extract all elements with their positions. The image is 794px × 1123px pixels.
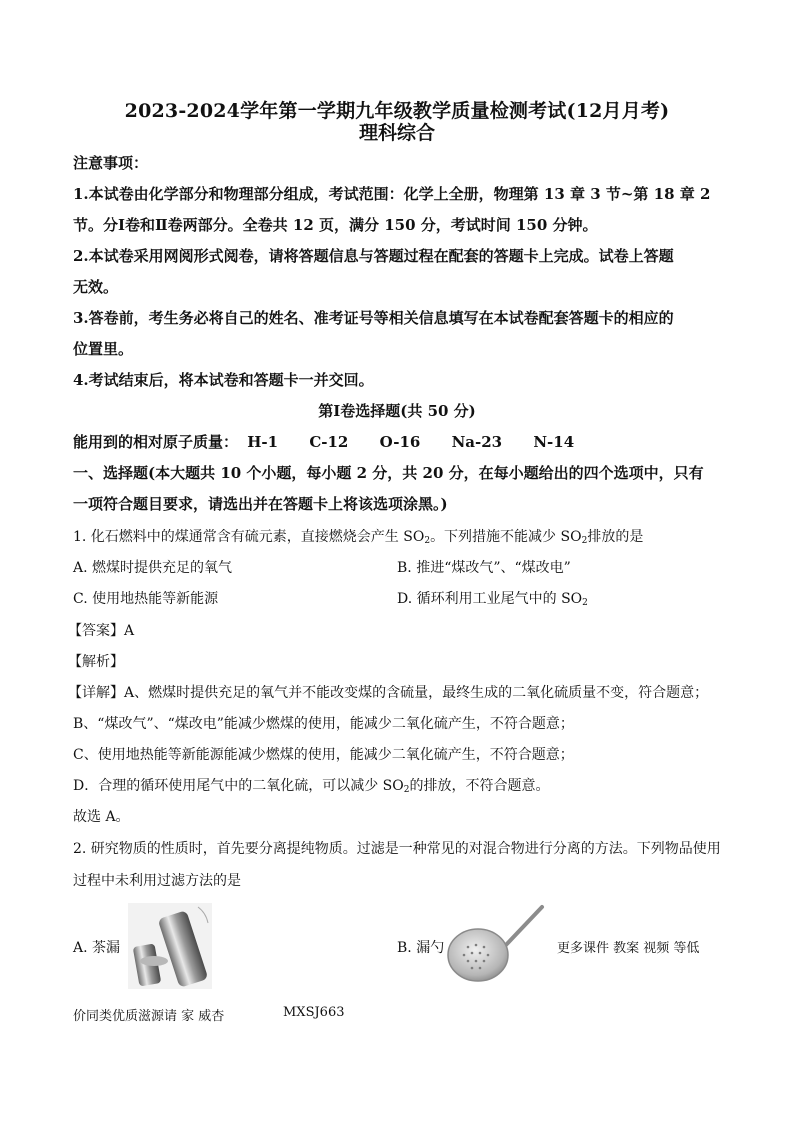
instruction-b: 一项符合题目要求，请选出并在答题卡上将该选项涂黑。) [73,495,448,513]
note-3a: 3.答卷前，考生务必将自己的姓名、准考证号等相关信息填写在本试卷配套答题卡的相应的 [73,309,674,327]
q2-option-b: B. 漏勺 [397,940,445,956]
atomic-masses [73,431,600,452]
masses-label: 能用到的相对原子质量： [73,433,239,451]
watermark-text-b: 价同类优质滋源请 家 威杏 [73,1009,225,1024]
q1-option-c: C. 使用地热能等新能源 [73,591,219,607]
mass-item: C-12 [309,433,349,451]
mass-item: N-14 [533,433,575,451]
note-2a: 2.本试卷采用网阅形式阅卷，请将答题信息与答题过程在配套的答题卡上完成。试卷上答题 [73,247,674,265]
watermark-text-a: 更多课件 教案 视频 等低 [557,941,700,956]
mass-item: H-1 [247,433,279,451]
instruction-a: 一、选择题(本大题共 10 个小题，每小题 2 分，共 20 分，在每小题给出的四个选项中，只有 [73,464,704,482]
exam-title: 2023-2024学年第一学期九年级教学质量检测考试(12月月考) [124,100,670,122]
q1-detail-4: D．合理的循环使用尾气中的二氧化硫，可以减少 $SO_2$的排放，不符合题意。 [73,778,550,795]
q2-stem-b: 过程中未利用过滤方法的是 [73,873,241,889]
note-3b: 位置里。 [73,340,134,358]
q1-detail-2: B、“煤改气”、“煤改电”能减少燃煤的使用，能减少二氧化硫产生，不符合题意； [73,716,574,732]
q1-option-b: B. 推进“煤改气”、“煤改电” [397,560,571,576]
exam-subtitle: 理科综合 [358,122,435,144]
q1-conclusion: 故选 A。 [73,809,130,825]
mass-item: Na-23 [451,433,503,451]
watermark-code: MXSJ663 [283,1005,345,1020]
note-1b: 节。分Ⅰ卷和Ⅱ卷两部分。全卷共 12 页，满分 150 分，考试时间 150 分钟。 [73,216,598,234]
q1-answer: 【答案】A [68,623,135,639]
q1-analysis-label: 【解析】 [68,654,124,670]
notes-heading: 注意事项： [73,154,149,172]
note-4: 4.考试结束后，将本试卷和答题卡一并交回。 [73,371,374,389]
q1-detail-1: 【详解】A、燃煤时提供充足的氧气并不能改变煤的含硫量，最终生成的二氧化硫质量不变，符合题意； [68,685,709,701]
skimmer-image [444,903,546,985]
note-1a: 1.本试卷由化学部分和物理部分组成，考试范围：化学上全册，物理第 13 章 3 节~第 18 章 2 [73,185,711,203]
tea-strainer-image [128,903,212,989]
q2-option-a: A. 茶漏 [73,940,121,956]
q1-stem: 1. 化石燃料中的煤通常含有硫元素，直接燃烧会产生 $SO_2$。下列措施不能减少 $SO_2$排放的是 [73,529,644,546]
note-2b: 无效。 [73,278,119,296]
section-title: 第Ⅰ卷选择题(共 50 分) [318,402,476,420]
q1-option-a: A. 燃煤时提供充足的氧气 [73,560,233,576]
mass-item: O-16 [379,433,421,451]
q1-detail-3: C、使用地热能等新能源能减少燃煤的使用，能减少二氧化硫产生，不符合题意； [73,747,574,763]
q1-option-d: D. 循环利用工业尾气中的 $SO_2$ [397,591,588,608]
q2-stem-a: 2. 研究物质的性质时，首先要分离提纯物质。过滤是一种常见的对混合物进行分离的方法。下列物品使用 [73,841,721,857]
